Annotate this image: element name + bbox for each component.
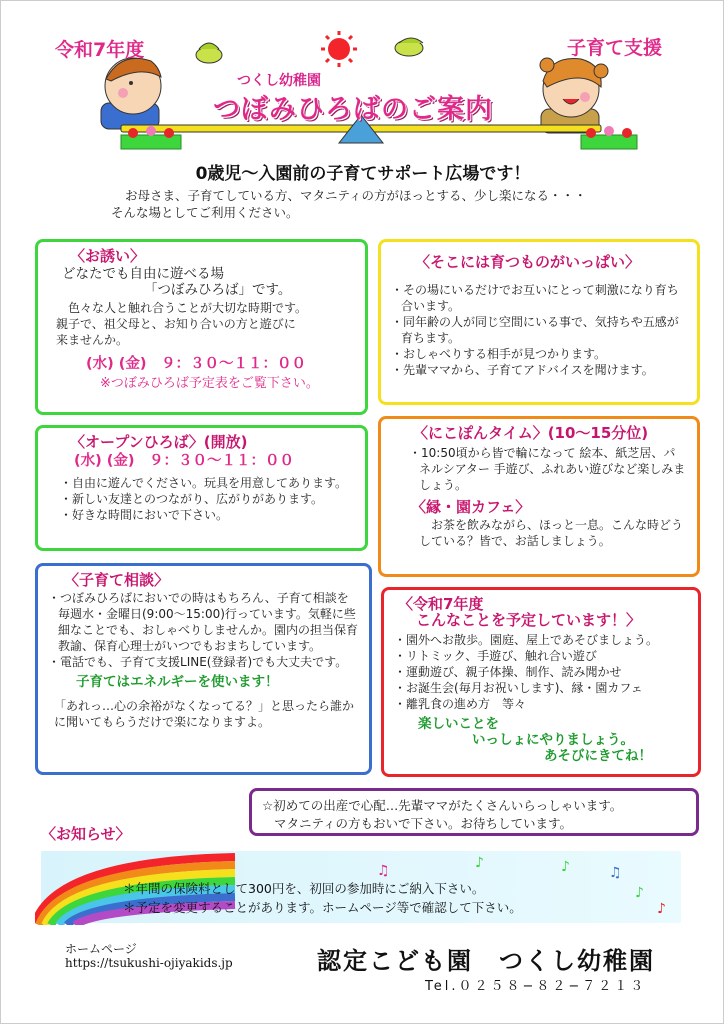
open-box (35, 425, 368, 551)
school-name-small: つくし幼稚園 (237, 73, 321, 89)
intro-line: お母さま、子育てしている方、マタニティの方がほっとする、少し楽になる・・・ (125, 188, 587, 203)
headline: 0歳児〜入園前の子育てサポート広場です！ (195, 164, 531, 184)
invite-box (35, 239, 368, 415)
svg-text:♪: ♪ (475, 855, 484, 871)
invite-body-line: 親子で、祖父母と、お知り合いの方と遊びに (56, 317, 296, 331)
invite-schedule: (水) (金) ９：３０〜１１：００ (86, 356, 307, 372)
growth-item: ・ おしゃべりする相手が見つかります。 (391, 346, 687, 362)
support-tag: 子育て支援 (567, 37, 663, 59)
intro-text (111, 187, 587, 221)
girl-character (540, 58, 608, 133)
homepage-url[interactable]: https://tsukushi-ojiyakids.jp (65, 956, 233, 970)
invite-lead2: 「つぼみひろば」です。 (144, 282, 292, 298)
invite-note: ※つぼみひろば予定表をご覧下さい。 (100, 376, 319, 391)
growth-item: ・ その場にいるだけでお互いにとって刺激になり育ち合います。 (391, 282, 687, 314)
bird-icon (196, 43, 222, 63)
notice-text (123, 879, 522, 917)
plans-slogan-line2: いっしょにやりましょう。 (472, 732, 634, 748)
growth-item: ・ 同年齢の人が同じ空間にいる事で、気持ちや五感が育ちます。 (391, 314, 687, 346)
cafe-body: お茶を飲みながら、ほっと一息。こんな時どうしている？皆で、お話しましょう。 (419, 518, 684, 548)
plans-box (381, 587, 701, 777)
invite-lead1: どなたでも自由に遊べる場 (62, 266, 224, 282)
cafe-title: 〈縁・園カフェ〉 (411, 498, 531, 516)
plans-item: ・ リトミック、手遊び、触れ合い遊び (394, 648, 688, 664)
open-item: ・ 自由に遊んでください。玩具を用意してあります。 (48, 475, 355, 491)
consult-closing: 「あれっ…心の余裕がなくなってる？」と思ったら誰かに聞いてもらうだけで楽になりますよ。 (54, 699, 355, 729)
flower-icon (121, 126, 181, 149)
school-name: 認定こども園 つくし幼稚園 (317, 947, 655, 975)
plans-item: ・ 運動遊び、親子体操、制作、読み聞かせ (394, 664, 688, 680)
plans-item: ・ 園外へお散歩。園庭、屋上であそびましょう。 (394, 632, 688, 648)
growth-title: 〈そこには育つものがいっぱい〉 (415, 253, 641, 271)
maternity-box (249, 788, 699, 836)
notice-line: ＊年間の保険料として300円を、初回の参加時にご納入下さい。 (123, 881, 485, 896)
consult-emphasis: 子育てはエネルギーを使います！ (76, 674, 279, 690)
open-item: ・ 好きな時間においで下さい。 (48, 507, 355, 523)
plans-item: ・ 離乳食の進め方 等々 (394, 696, 688, 712)
growth-box (378, 239, 700, 405)
phone-number: Tel.０２５８−８２−７２１３ (425, 979, 647, 994)
invite-body-line: 来ませんか。 (56, 333, 129, 347)
sun-icon (321, 31, 357, 67)
open-item: ・ 新しい友達とのつながり、広がりがあります。 (48, 491, 355, 507)
open-schedule: (水) (金) ９：３０〜１１：００ (74, 453, 295, 469)
svg-text:♪: ♪ (657, 901, 666, 917)
invite-title: 〈お誘い〉 (70, 247, 146, 265)
year-tag: 令和7年度 (55, 39, 145, 61)
consult-item: ・ 電話でも、子育て支援LINE(登録者)でも大丈夫です。 (48, 654, 359, 670)
notice-title: 〈お知らせ〉 (41, 825, 131, 843)
svg-text:♪: ♪ (635, 885, 644, 901)
consult-item: ・ つぼみひろばにおいでの時はもちろん、子育て相談を毎週水・金曜日(9:00〜15:00)行っています。気軽に些細なことでも、おしゃべりしませんか。園内の担当保育教諭、保育心理士がいつでもおまちしています。 (48, 590, 359, 654)
plans-title-line1: 〈令和7年度 (398, 595, 484, 613)
plans-title-line2: こんなことを予定しています！〉 (416, 611, 642, 629)
svg-text:♫: ♫ (609, 865, 622, 881)
homepage-label: ホームページ (65, 942, 137, 956)
invite-body-line: 色々な人と触れ合うことが大切な時期です。 (68, 301, 308, 315)
bird-icon (395, 38, 423, 56)
maternity-line1: ☆初めての出産で心配…先輩ママがたくさんいらっしゃいます。 (262, 798, 623, 813)
notice-line: ＊予定を変更することがあります。ホームページ等で確認して下さい。 (123, 900, 522, 915)
consult-title: 〈子育て相談〉 (64, 571, 170, 589)
nikopon-title: 〈にこぽんタイム〉(10〜15分位) (413, 424, 649, 442)
plans-slogan-line3: あそびにきてね！ (544, 748, 652, 764)
nikopon-box (378, 416, 700, 577)
intro-line: そんな場としてご利用ください。 (111, 205, 299, 220)
plans-slogan-line1: 楽しいことを (418, 716, 499, 732)
maternity-line2: マタニティの方もおいで下さい。お待ちしています。 (274, 816, 573, 831)
flower-icon (581, 126, 637, 149)
open-title: 〈オープンひろば〉(開放) (70, 433, 248, 451)
consult-box (35, 563, 372, 775)
nikopon-item: ・ 10:50頃から皆で輪になって 絵本、紙芝居、パネルシアター 手遊び、ふれあい遊びなど楽しみましょう。 (391, 445, 687, 493)
boy-character (101, 58, 161, 129)
page-title: つぼみひろばのご案内 (213, 94, 493, 125)
svg-text:♪: ♪ (561, 859, 570, 875)
growth-item: ・ 先輩ママから、子育てアドバイスを聞けます。 (391, 362, 687, 378)
svg-text:♫: ♫ (377, 863, 390, 879)
plans-item: ・ お誕生会(毎月お祝いします)、縁・園カフェ (394, 680, 688, 696)
